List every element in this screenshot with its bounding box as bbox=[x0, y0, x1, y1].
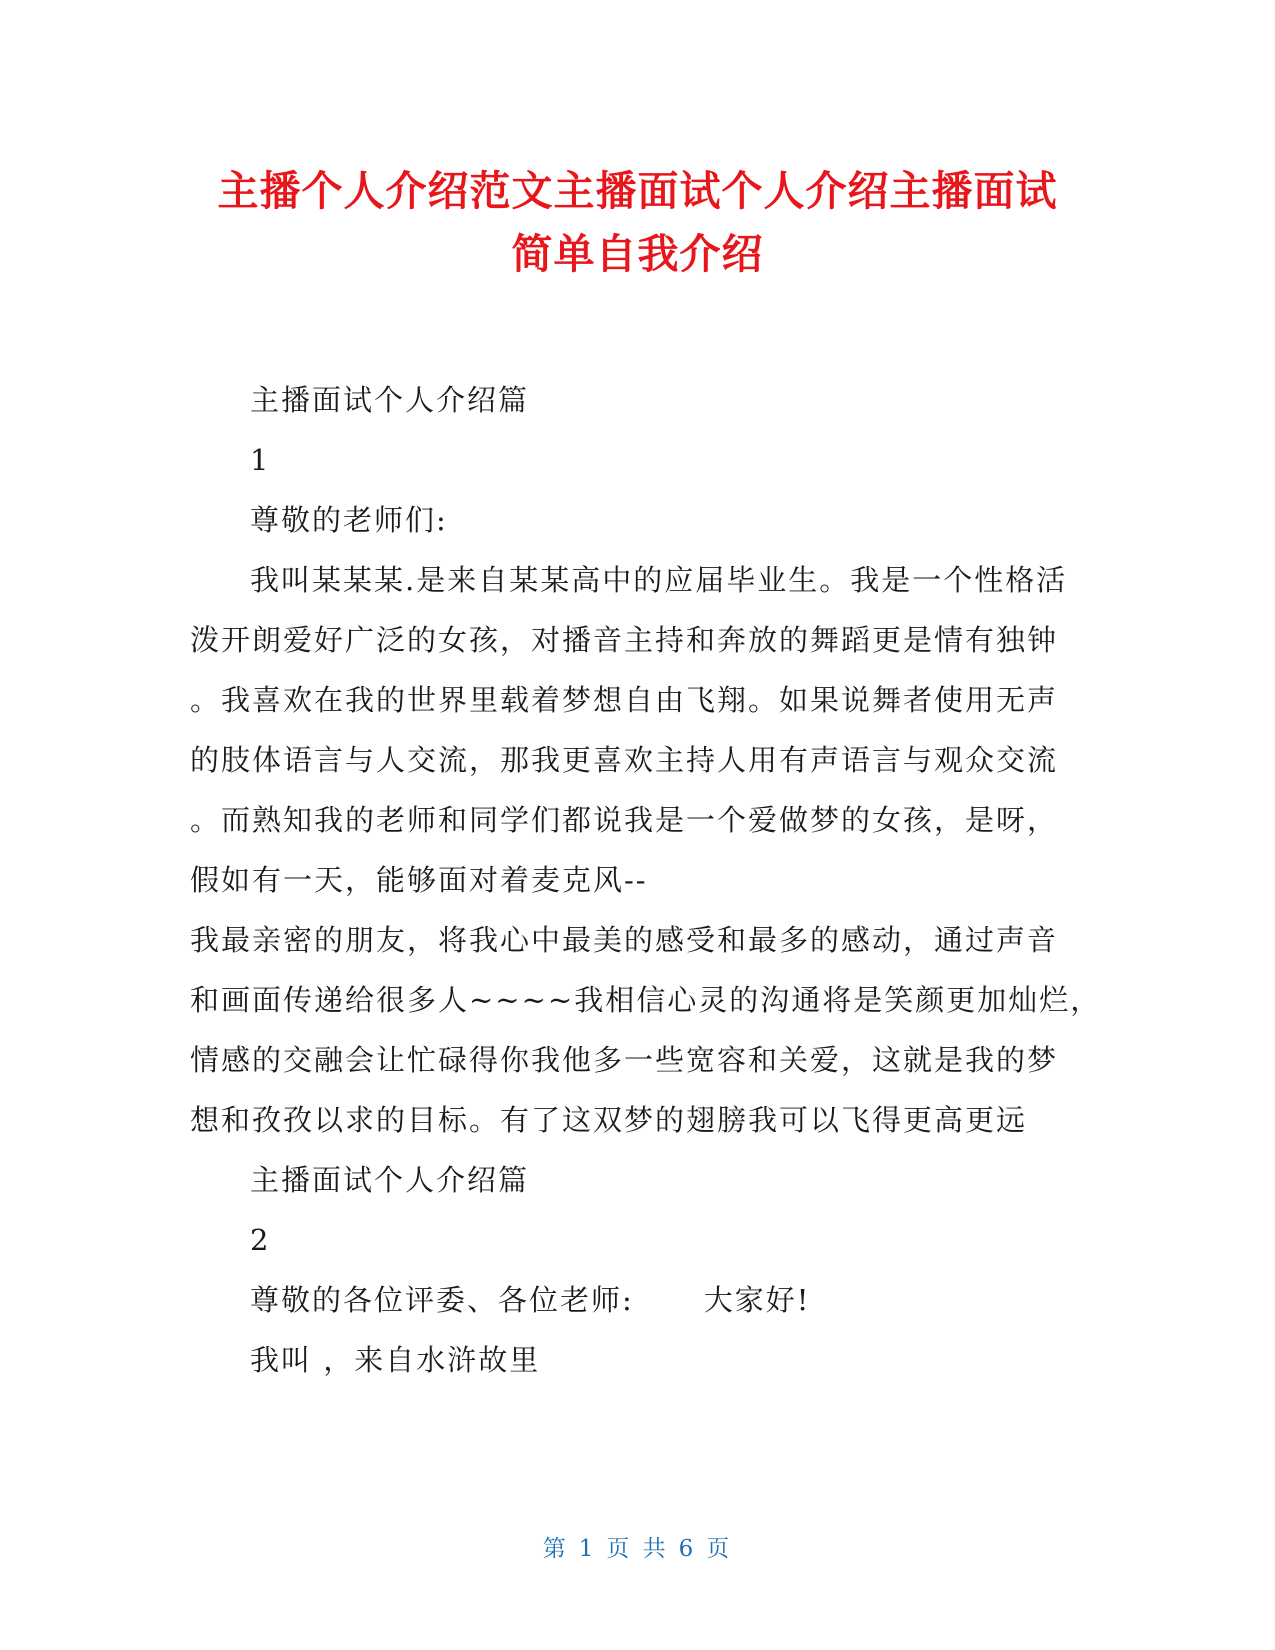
paragraph-line: 想和孜孜以求的目标。有了这双梦的翅膀我可以飞得更高更远 bbox=[190, 1103, 1028, 1137]
footer-middle: 页 共 bbox=[606, 1536, 669, 1562]
section-1-greeting: 尊敬的老师们: bbox=[250, 503, 448, 537]
section-2-greeting bbox=[190, 1270, 1070, 1330]
section-1-heading: 主播面试个人介绍篇 bbox=[250, 383, 530, 417]
paragraph-line: 我叫某某某.是来自某某高中的应届毕业生。我是一个性格活 bbox=[250, 563, 1068, 597]
footer-total-pages: 6 bbox=[678, 1536, 697, 1562]
section-1-number: 1 bbox=[250, 443, 271, 477]
paragraph-line: 情感的交融会让忙碌得你我他多一些宽容和关爱，这就是我的梦 bbox=[190, 1043, 1059, 1077]
section-2-heading: 主播面试个人介绍篇 bbox=[250, 1163, 530, 1197]
greeting-hello: 大家好! bbox=[703, 1283, 811, 1317]
paragraph-line: 的肢体语言与人交流，那我更喜欢主持人用有声语言与观众交流 bbox=[190, 743, 1059, 777]
paragraph-line: 假如有一天，能够面对着麦克风-- bbox=[190, 863, 648, 897]
title-line-2: 简单自我介绍 bbox=[511, 230, 764, 278]
footer-suffix: 页 bbox=[706, 1536, 733, 1562]
footer-prefix: 第 bbox=[542, 1536, 569, 1562]
paragraph-line: 。我喜欢在我的世界里载着梦想自由飞翔。如果说舞者使用无声 bbox=[190, 683, 1059, 717]
section-2-intro: 我叫 ，来自水浒故里 bbox=[250, 1343, 541, 1377]
paragraph-line: 。而熟知我的老师和同学们都说我是一个爱做梦的女孩，是呀， bbox=[190, 803, 1059, 837]
section-2-number: 2 bbox=[250, 1223, 271, 1257]
paragraph-line: 和画面传递给很多人~~~~我相信心灵的沟通将是笑颜更加灿烂， bbox=[190, 983, 1102, 1017]
document-body bbox=[190, 370, 1102, 1390]
title-line-1: 主播个人介绍范文主播面试个人介绍主播面试 bbox=[217, 167, 1058, 215]
footer-page-number: 1 bbox=[578, 1536, 597, 1562]
section-1-paragraph bbox=[190, 550, 1102, 1150]
document-title bbox=[150, 160, 1125, 286]
paragraph-line: 我最亲密的朋友，将我心中最美的感受和最多的感动，通过声音 bbox=[190, 923, 1059, 957]
paragraph-line: 泼开朗爱好广泛的女孩，对播音主持和奔放的舞蹈更是情有独钟 bbox=[190, 623, 1059, 657]
greeting-addressees: 尊敬的各位评委、各位老师: bbox=[250, 1283, 634, 1317]
page-footer bbox=[0, 1530, 1275, 1563]
